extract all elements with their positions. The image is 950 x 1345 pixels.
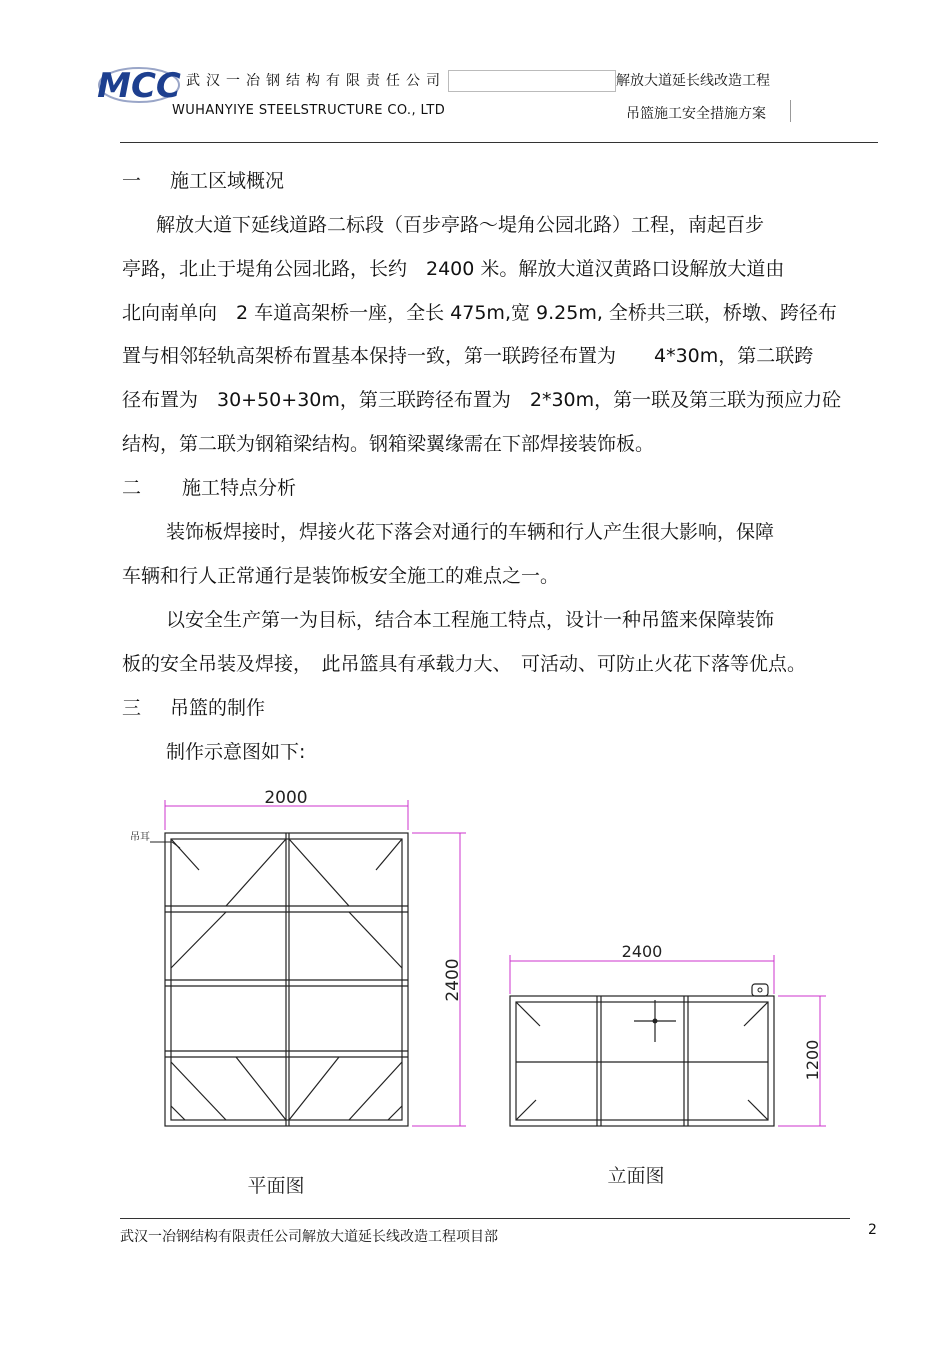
section-3-intro: 制作示意图如下: — [166, 741, 306, 763]
elevation-inner-frame — [516, 1002, 768, 1120]
section-1-title: 施工区域概况 — [170, 170, 285, 192]
document-title: 吊篮施工安全措施方案 — [626, 106, 766, 122]
section-2-line-4: 板的安全吊装及焊接， 此吊篮具有承载力大、 可活动、可防止火花下落等优点。 — [122, 653, 807, 675]
plan-view — [165, 833, 408, 1126]
plan-caption: 平面图 — [247, 1175, 305, 1197]
section-1-line-1: 解放大道下延线道路二标段（百步亭路～堤角公园北路）工程，南起百步 — [156, 214, 765, 236]
section-1-number: 一 — [122, 170, 142, 192]
footer-rule — [120, 1218, 850, 1219]
section-3-title: 吊篮的制作 — [170, 697, 266, 719]
logo-text: MCC — [97, 66, 181, 106]
ear-label: 吊耳 — [130, 832, 150, 843]
section-1-line-4: 置与相邻轻轨高架桥布置基本保持一致，第一联跨径布置为 4*30m，第二联跨 — [122, 345, 814, 367]
elevation-center-mark — [653, 1019, 658, 1024]
project-name: 解放大道延长线改造工程 — [616, 73, 770, 89]
page-number: 2 — [868, 1222, 877, 1238]
section-1-line-3: 北向南单向 2 车道高架桥一座，全长 475m,宽 9.25m, 全桥共三联，桥墩、跨径布 — [122, 302, 837, 324]
elevation-height-label: 1200 — [803, 1039, 822, 1081]
section-1-line-2: 亭路，北止于堤角公园北路，长约 2400 米。解放大道汉黄路口设解放大道由 — [122, 258, 785, 280]
section-2-line-1: 装饰板焊接时，焊接火花下落会对通行的车辆和行人产生很大影响，保障 — [166, 521, 775, 543]
elevation-outer-frame — [510, 996, 774, 1126]
section-2-title: 施工特点分析 — [182, 477, 297, 499]
plan-width-label: 2000 — [264, 788, 308, 808]
section-2-line-3: 以安全生产第一为目标，结合本工程施工特点，设计一种吊篮来保障装饰 — [166, 609, 775, 631]
section-2-number: 二 — [122, 477, 142, 499]
footer-text: 武汉一冶钢结构有限责任公司解放大道延长线改造工程项目部 — [120, 1229, 498, 1245]
section-1-line-5: 径布置为 30+50+30m，第三联跨径布置为 2*30m，第一联及第三联为预应力砼 — [122, 389, 842, 411]
elevation-view — [510, 984, 774, 1126]
elevation-width-label: 2400 — [621, 942, 663, 961]
company-name-cn: 武汉一冶钢结构有限责任公司 — [186, 73, 446, 89]
plan-height-label: 2400 — [443, 958, 463, 1002]
section-3-number: 三 — [122, 697, 142, 719]
elevation-ear-hole — [758, 988, 762, 992]
elevation-caption: 立面图 — [607, 1165, 665, 1187]
company-name-en: WUHANYIYE STEELSTRUCTURE CO., LTD — [172, 103, 446, 118]
section-1-line-6: 结构，第二联为钢箱梁结构。钢箱梁翼缘需在下部焊接装饰板。 — [122, 433, 655, 455]
section-2-line-2: 车辆和行人正常通行是装饰板安全施工的难点之一。 — [122, 565, 560, 587]
